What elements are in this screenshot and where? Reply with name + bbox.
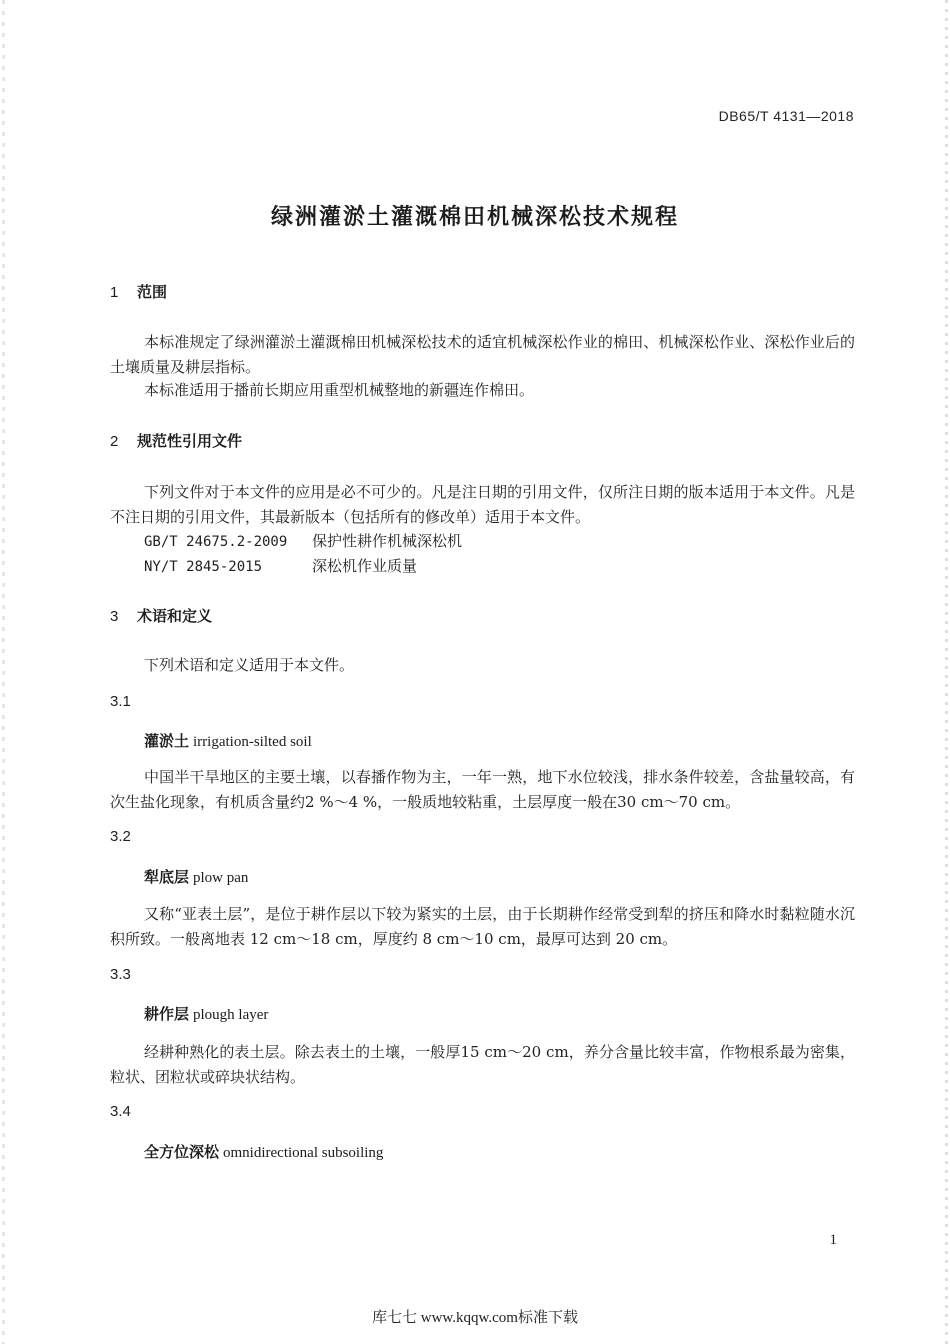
section-title: 术语和定义 bbox=[137, 607, 213, 625]
term-zh: 灌淤土 bbox=[144, 732, 190, 750]
term-number: 3.3 bbox=[110, 966, 131, 983]
section-title: 范围 bbox=[137, 283, 168, 301]
term-en: irrigation-silted soil bbox=[193, 734, 312, 750]
section-number: 2 bbox=[110, 433, 119, 450]
section-1-paragraph-2: 本标准适用于播前长期应用重型机械整地的新疆连作棉田。 bbox=[144, 381, 535, 399]
reference-item bbox=[144, 555, 417, 576]
term-number: 3.4 bbox=[110, 1103, 131, 1120]
term-definition: 经耕种熟化的表土层。除去表土的土壤，一般厚15 cm～20 cm，养分含量比较丰富，作物根系最为密集，粒状、团粒状或碎块状结构。 bbox=[110, 1043, 855, 1086]
reference-title: 深松机作业质量 bbox=[312, 557, 418, 575]
footer-watermark: 库七七 www.kqqw.com标准下载 bbox=[372, 1310, 578, 1326]
section-2-heading bbox=[110, 430, 242, 451]
term-en: omnidirectional subsoiling bbox=[223, 1145, 384, 1161]
term-zh: 耕作层 bbox=[144, 1005, 190, 1023]
section-1-paragraph-1: 本标准规定了绿洲灌淤土灌溉棉田机械深松技术的适宜机械深松作业的棉田、机械深松作业、深松作业后的土壤质量及耕层指标。 bbox=[110, 333, 855, 376]
term-number: 3.2 bbox=[110, 828, 131, 845]
section-3-heading bbox=[110, 605, 212, 626]
term-en: plow pan bbox=[193, 870, 249, 886]
section-number: 3 bbox=[110, 608, 119, 625]
section-3-paragraph-1: 下列术语和定义适用于本文件。 bbox=[144, 656, 355, 674]
term-zh: 犁底层 bbox=[144, 868, 190, 886]
term-definition: 中国半干旱地区的主要土壤，以春播作物为主，一年一熟，地下水位较浅，排水条件较差，含盐量较高，有次生盐化现象，有机质含量约2 %～4 %，一般质地较粘重，土层厚度一般在30 cm～70 cm。 bbox=[110, 768, 855, 811]
term-definition: 又称“亚表土层”，是位于耕作层以下较为紧实的土层，由于长期耕作经常受到犁的挤压和降水时黏粒随水沉积所致。一般离地表 12 cm～18 cm，厚度约 8 cm～10 cm，最厚可达到 20 cm。 bbox=[110, 905, 855, 948]
reference-item bbox=[144, 530, 462, 551]
term-heading bbox=[144, 1141, 383, 1162]
section-number: 1 bbox=[110, 284, 119, 301]
reference-code: GB/T 24675.2-2009 bbox=[144, 534, 288, 550]
term-en: plough layer bbox=[193, 1007, 269, 1023]
term-number: 3.1 bbox=[110, 693, 131, 710]
section-2-paragraph-1: 下列文件对于本文件的应用是必不可少的。凡是注日期的引用文件，仅所注日期的版本适用于本文件。凡是不注日期的引用文件，其最新版本（包括所有的修改单）适用于本文件。 bbox=[110, 483, 855, 526]
reference-title: 保护性耕作机械深松机 bbox=[312, 532, 463, 550]
page-number: 1 bbox=[829, 1232, 837, 1248]
section-1-heading bbox=[110, 281, 167, 302]
term-heading bbox=[144, 730, 312, 751]
section-title: 规范性引用文件 bbox=[137, 432, 243, 450]
term-heading bbox=[144, 1003, 268, 1024]
reference-code: NY/T 2845-2015 bbox=[144, 559, 263, 575]
standard-code: DB65/T 4131—2018 bbox=[718, 108, 854, 124]
term-heading bbox=[144, 866, 248, 887]
document-title: 绿洲灌淤土灌溉棉田机械深松技术规程 bbox=[270, 205, 679, 230]
term-zh: 全方位深松 bbox=[144, 1143, 220, 1161]
